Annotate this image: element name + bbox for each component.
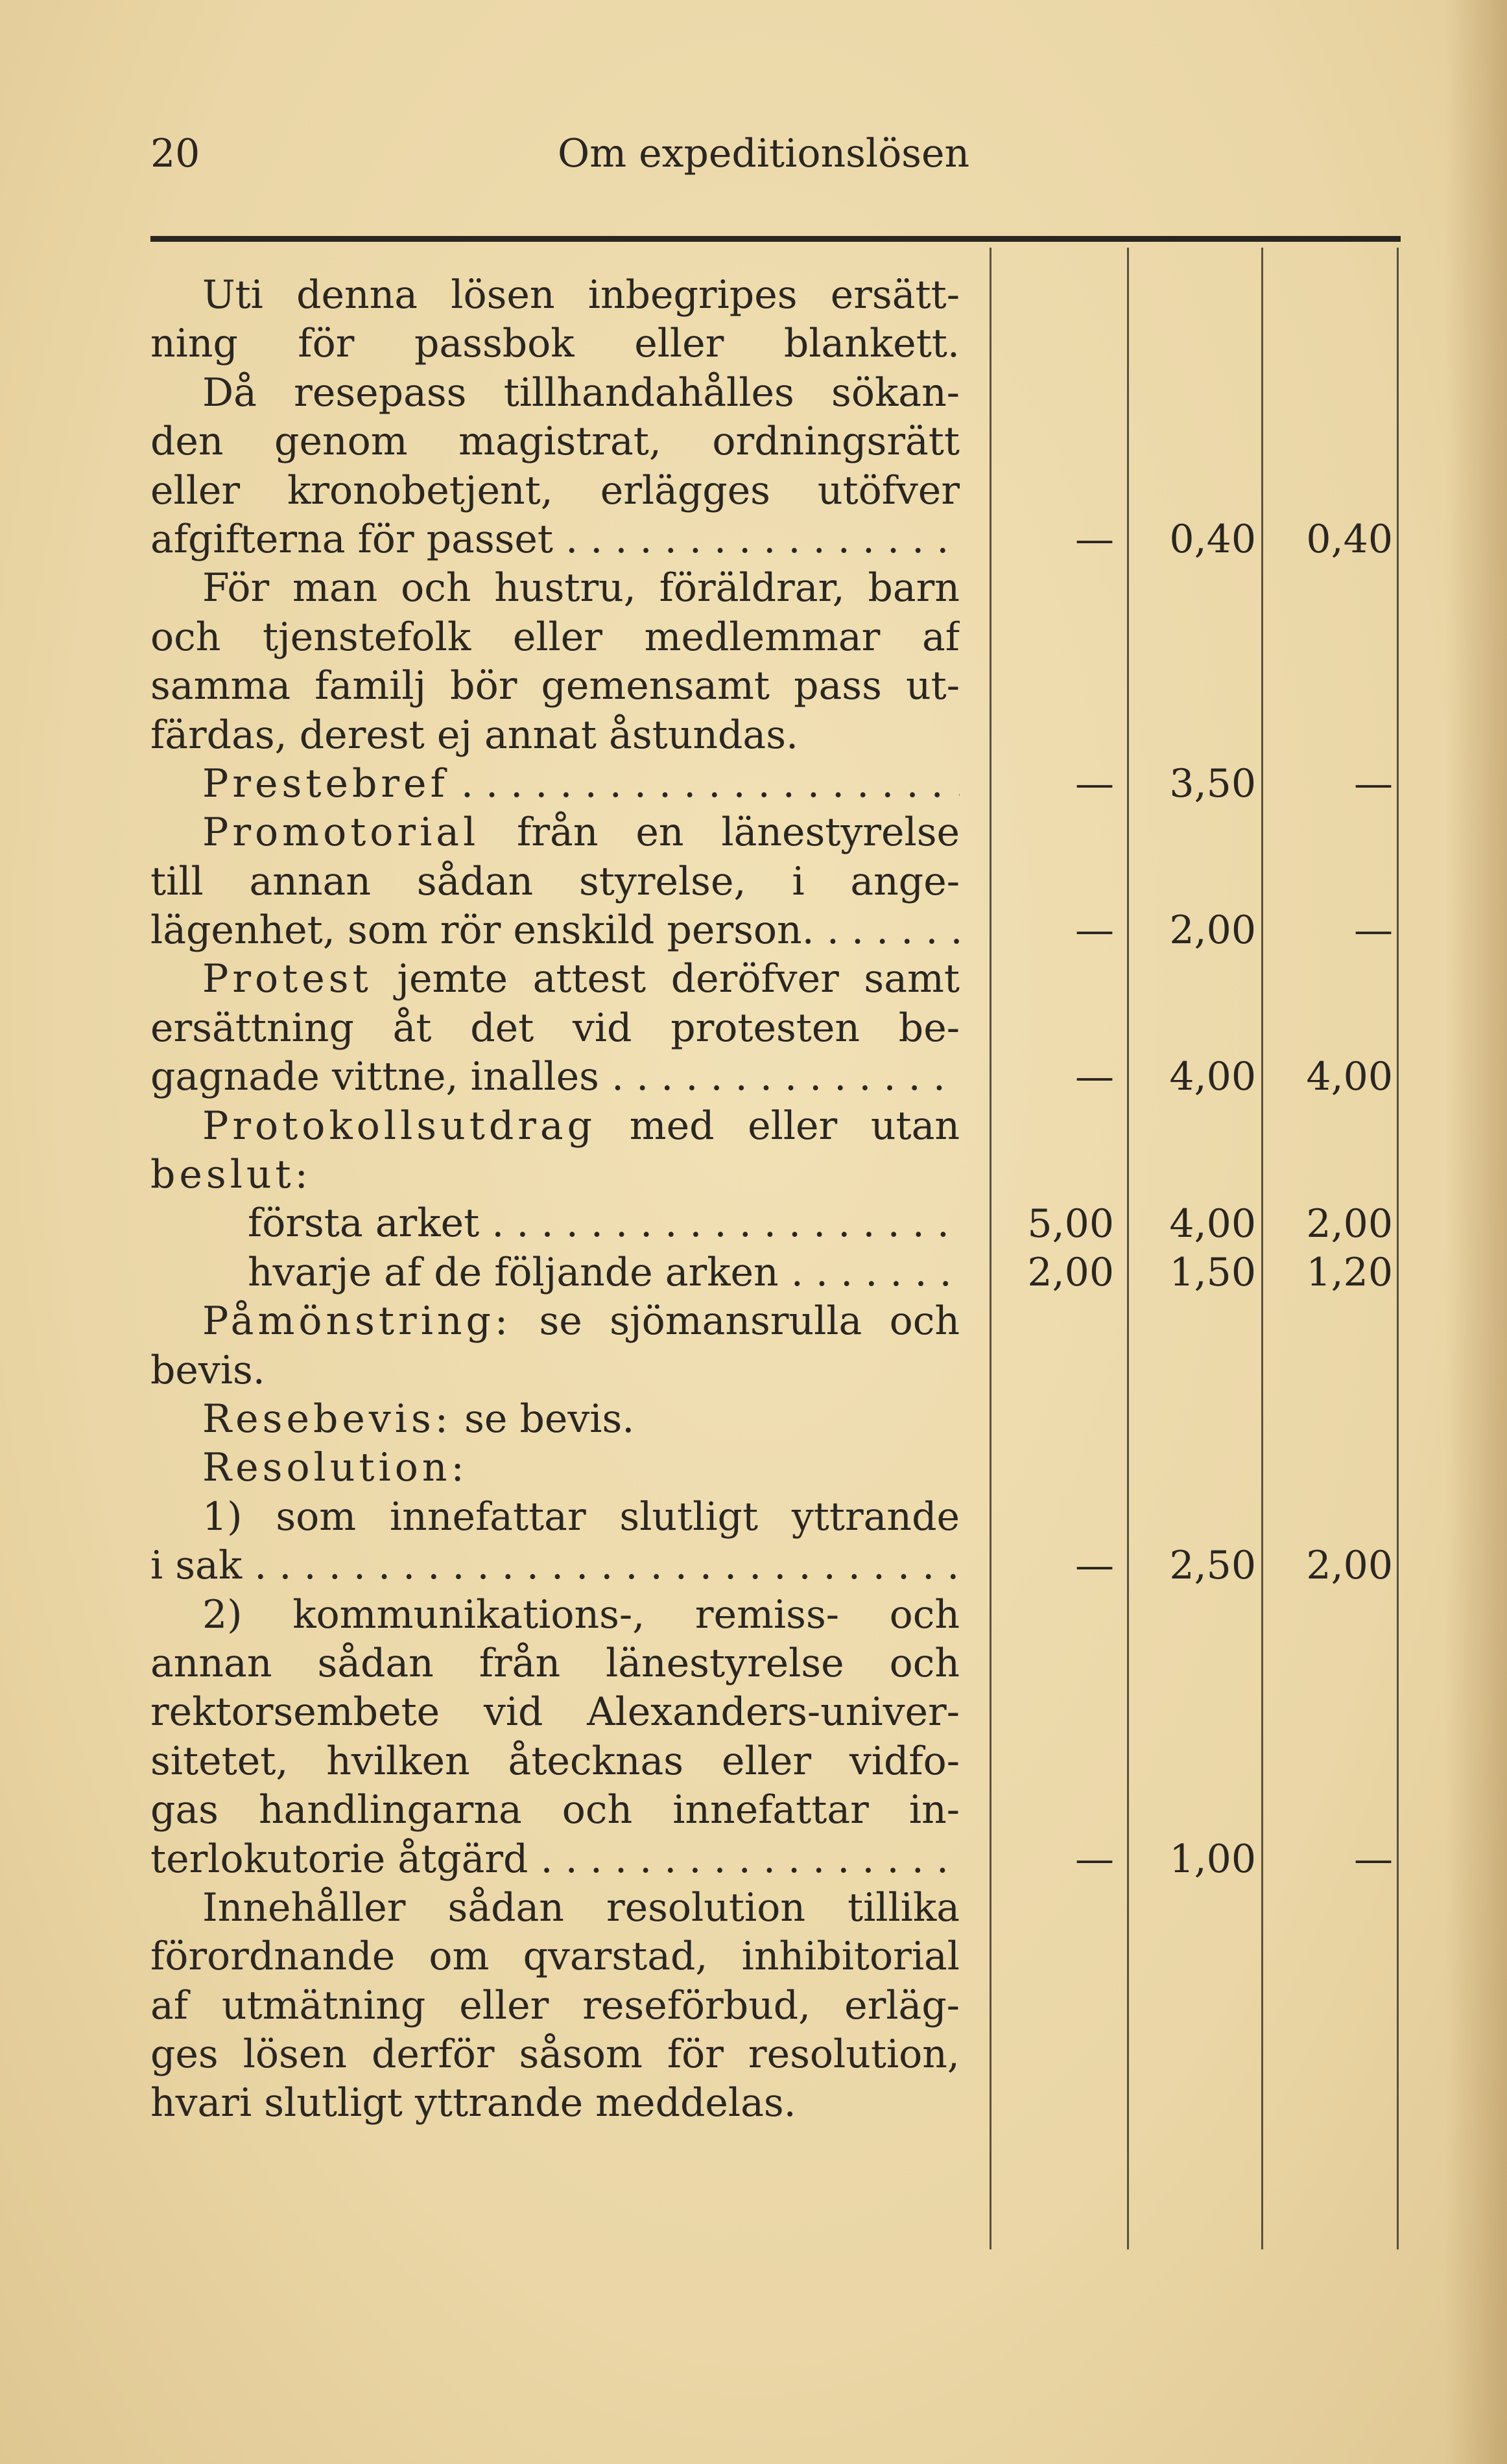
fee-amount-c: 4,00 [1306,1054,1393,1100]
text-line [150,1444,960,1492]
line-text: ning för passbok eller blankett. [150,321,960,367]
text-line [150,1151,960,1199]
text-line [150,711,960,760]
line-text: se bevis. [452,1396,635,1442]
line-text: Då resepass tillhandahålles sökan- [202,370,960,416]
text-line [150,955,960,1003]
line-text: förordnande om qvarstad, inhibitorial [150,1934,960,1980]
text-line [150,906,960,955]
text-line [150,1982,960,2030]
fee-amount-a: — [1075,1543,1114,1589]
text-line [150,2030,960,2079]
line-text: gas handlingarna och innefattar in- [150,1787,960,1833]
text-line [150,1639,960,1688]
line-text: ersättning åt det vid protesten be- [150,1005,960,1051]
line-text: i sak [150,1543,243,1589]
line-text: lägenhet, som rör enskild person. [150,908,814,954]
line-text: Uti denna lösen inbegripes ersätt- [202,272,960,318]
line-text: gagnade vittne, inalles [150,1054,599,1100]
line-text: annan sådan från länestyrelse och [150,1640,960,1686]
text-line [150,515,960,564]
line-text: hvari slutligt yttrande meddelas. [150,2080,796,2126]
text-line [150,1688,960,1737]
line-text: För man och hustru, föräldrar, barn [202,565,960,611]
text-line [150,760,960,808]
fee-amount-a: — [1075,1836,1114,1882]
line-text: bevis. [150,1347,265,1393]
text-line [150,467,960,515]
line-text: 2) kommunikations-, remiss- och [202,1591,960,1637]
line-text: första arket [248,1201,480,1247]
text-line [150,1102,960,1151]
line-text: till annan sådan styrelse, i ange- [150,858,960,904]
fee-amount-b: 1,50 [1169,1250,1256,1295]
fee-amount-b: 3,50 [1169,761,1256,806]
text-line [150,662,960,710]
fee-amount-b: 4,00 [1169,1201,1256,1247]
fee-amount-c: 2,00 [1306,1201,1393,1247]
line-text: och tjenstefolk eller medlemmar af [150,614,960,660]
text-line [150,417,960,466]
column-divider [1397,248,1399,2249]
text-line [150,1737,960,1786]
line-text: den genom magistrat, ordningsrätt [150,419,960,465]
fee-amount-b: 0,40 [1169,517,1256,562]
line-text: terlokutorie åtgärd [150,1836,528,1882]
spaced-keyword: Prestebref [202,760,449,806]
line-text: sitetet, hvilken åtecknas eller vidfo- [150,1738,960,1784]
spaced-keyword: Protest [202,956,372,1002]
fee-amount-c: — [1354,1836,1393,1882]
fee-amount-b: 2,00 [1169,908,1256,954]
text-line [150,369,960,417]
text-line [150,2079,960,2128]
line-text: se sjömansrulla och [512,1298,960,1344]
spaced-keyword: Promotorial [202,810,480,856]
text-line [150,858,960,906]
line-text: med eller utan [596,1103,960,1149]
line-text: hvarje af de följande arken [248,1249,779,1295]
text-line [150,1199,960,1248]
spaced-keyword: Resebevis: [202,1396,452,1442]
fee-amount-b: 1,00 [1169,1836,1256,1882]
text-line [150,1493,960,1542]
header-rule [150,236,1401,242]
line-text: från en länestyrelse [479,810,960,856]
fee-amount-a: — [1075,517,1114,562]
fee-amount-c: — [1354,761,1393,806]
line-text: rektorsembete vid Alexanders-univer- [150,1689,960,1735]
fee-amount-c: — [1354,908,1393,954]
page-number: 20 [150,131,200,176]
fee-amount-a: 5,00 [1027,1201,1114,1247]
fee-amount-a: — [1075,761,1114,806]
text-line [150,320,960,368]
spaced-keyword: Resolution: [202,1445,468,1491]
line-text: jemte attest deröfver samt [372,956,960,1002]
line-text: afgifterna för passet [150,516,554,562]
column-divider [1127,248,1129,2249]
text-line [150,1932,960,1981]
running-title: Om expeditionslösen [558,131,970,176]
text-line [150,1297,960,1346]
line-text: eller kronobetjent, erlägges utöfver [150,467,960,513]
line-text: 1) som innefattar slutligt yttrande [202,1494,960,1540]
text-line [150,1395,960,1444]
text-line [150,1542,960,1590]
column-divider [990,248,991,2249]
line-text: färdas, derest ej annat åstundas. [150,712,799,758]
text-line [150,271,960,320]
fee-amount-c: 2,00 [1306,1543,1393,1589]
page-edge-shadow [1445,0,1507,2464]
fee-amount-c: 0,40 [1306,517,1393,562]
fee-amount-a: — [1075,908,1114,954]
fee-amount-b: 2,50 [1169,1543,1256,1589]
line-text: ges lösen derför såsom för resolution, [150,2032,960,2078]
text-line [150,808,960,857]
fee-amount-a: 2,00 [1027,1250,1114,1295]
line-text: Innehåller sådan resolution tillika [202,1884,960,1930]
fee-amount-c: 1,20 [1306,1250,1393,1295]
page-header [150,124,1000,183]
spaced-keyword: Påmönstring: [202,1298,512,1344]
spaced-keyword: beslut: [150,1152,312,1198]
line-text: af utmätning eller reseförbud, erläg- [150,1982,960,2028]
fee-amount-b: 4,00 [1169,1054,1256,1100]
text-line [150,1053,960,1101]
spaced-keyword: Protokollsutdrag [202,1103,597,1149]
text-line [150,1004,960,1053]
fee-amount-a: — [1075,1054,1114,1100]
text-line [150,1835,960,1884]
text-line [150,1591,960,1639]
text-line [150,613,960,662]
text-line [150,1884,960,1932]
text-line [150,564,960,613]
fee-text-column [150,271,960,2128]
text-line [150,1346,960,1395]
text-line [150,1786,960,1835]
text-line [150,1249,960,1297]
line-text: samma familj bör gemensamt pass ut- [150,663,960,709]
column-divider [1261,248,1263,2249]
